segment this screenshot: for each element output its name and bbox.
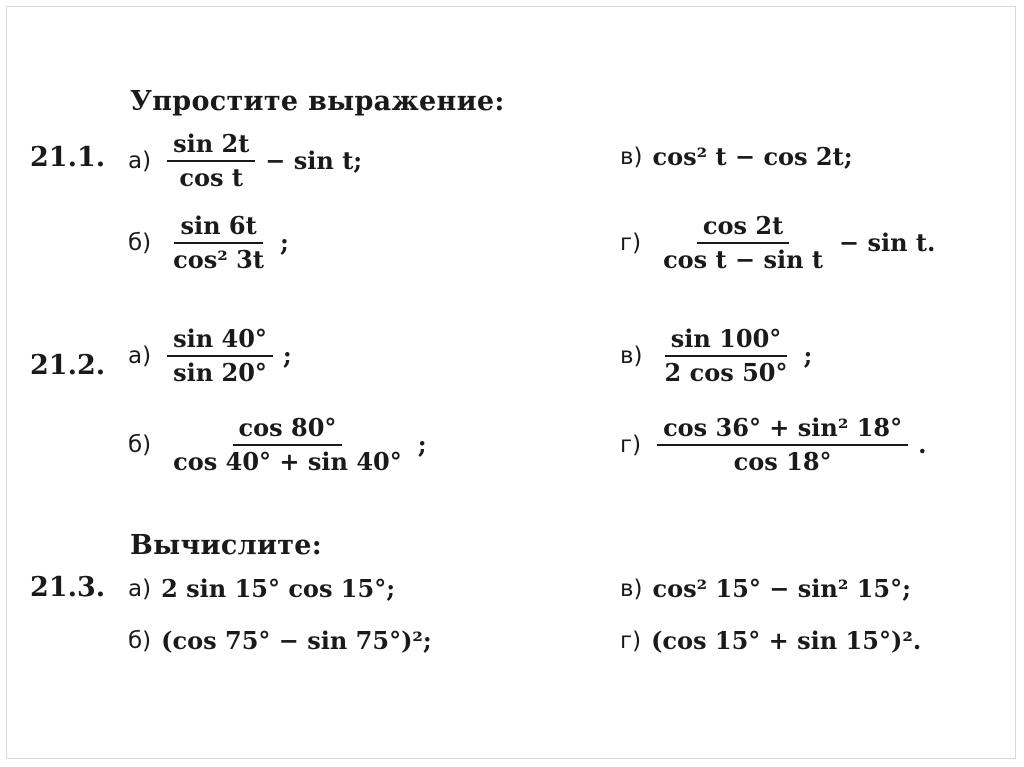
- denominator: cos² 3t: [173, 244, 264, 274]
- denominator: 2 cos 50°: [664, 357, 788, 387]
- problem-21-1-g: [620, 212, 935, 273]
- problem-21-3-g: [620, 626, 921, 655]
- item-label: г): [620, 627, 642, 654]
- numerator: sin 40°: [167, 325, 273, 357]
- denominator: cos 18°: [733, 446, 832, 476]
- numerator: cos 80°: [233, 414, 343, 446]
- problem-21-3-a: [128, 574, 395, 603]
- item-label: б): [128, 431, 152, 458]
- denominator: cos t: [179, 162, 243, 192]
- expression: cos² 15° − sin² 15°;: [652, 574, 911, 603]
- numerator: cos 2t: [697, 212, 789, 244]
- denominator: cos t − sin t: [663, 244, 823, 274]
- item-label: б): [128, 627, 152, 654]
- numerator: sin 2t: [167, 130, 255, 162]
- item-label: г): [620, 431, 642, 458]
- item-label: а): [128, 147, 152, 174]
- item-label: г): [620, 229, 642, 256]
- problem-number-21-3: 21.3.: [30, 572, 106, 603]
- expression-tail: − sin t;: [265, 146, 363, 176]
- problem-21-2-g: [620, 414, 926, 475]
- expression-tail: ;: [279, 228, 289, 258]
- item-label: в): [620, 575, 643, 602]
- denominator: cos 40° + sin 40°: [173, 446, 402, 476]
- item-label: а): [128, 342, 152, 369]
- item-label: в): [620, 143, 643, 170]
- item-label: в): [620, 342, 643, 369]
- denominator: sin 20°: [173, 357, 267, 387]
- expression-tail: ;: [282, 341, 292, 371]
- expression-tail: ;: [803, 341, 813, 371]
- fraction: [657, 414, 908, 475]
- problem-21-2-v: [620, 325, 812, 386]
- problem-21-2-b: [128, 414, 427, 475]
- expression-tail: ;: [417, 430, 427, 460]
- fraction: [167, 212, 270, 273]
- fraction: [167, 325, 273, 386]
- problem-21-3-b: [128, 626, 432, 655]
- expression-tail: − sin t.: [838, 228, 936, 258]
- expression: (cos 75° − sin 75°)²;: [161, 626, 432, 655]
- fraction: [659, 325, 794, 386]
- fraction: [167, 130, 255, 191]
- item-label: а): [128, 575, 152, 602]
- problem-21-2-a: [128, 325, 292, 386]
- expression: 2 sin 15° cos 15°;: [161, 574, 396, 603]
- problem-21-3-v: [620, 574, 911, 603]
- problem-number-21-2: 21.2.: [30, 350, 106, 381]
- numerator: cos 36° + sin² 18°: [657, 414, 908, 446]
- item-label: б): [128, 229, 152, 256]
- expression: (cos 15° + sin 15°)².: [651, 626, 922, 655]
- problem-21-1-b: [128, 212, 289, 273]
- fraction: [167, 414, 408, 475]
- numerator: sin 6t: [174, 212, 262, 244]
- numerator: sin 100°: [665, 325, 788, 357]
- problem-21-1-v: [620, 142, 853, 171]
- fraction: [657, 212, 829, 273]
- problem-number-21-1: 21.1.: [30, 142, 106, 173]
- heading-calculate: Вычислите:: [130, 530, 323, 561]
- expression: cos² t − cos 2t;: [652, 142, 853, 171]
- heading-simplify: Упростите выражение:: [130, 86, 505, 117]
- expression-tail: .: [918, 430, 927, 460]
- problem-21-1-a: [128, 130, 362, 191]
